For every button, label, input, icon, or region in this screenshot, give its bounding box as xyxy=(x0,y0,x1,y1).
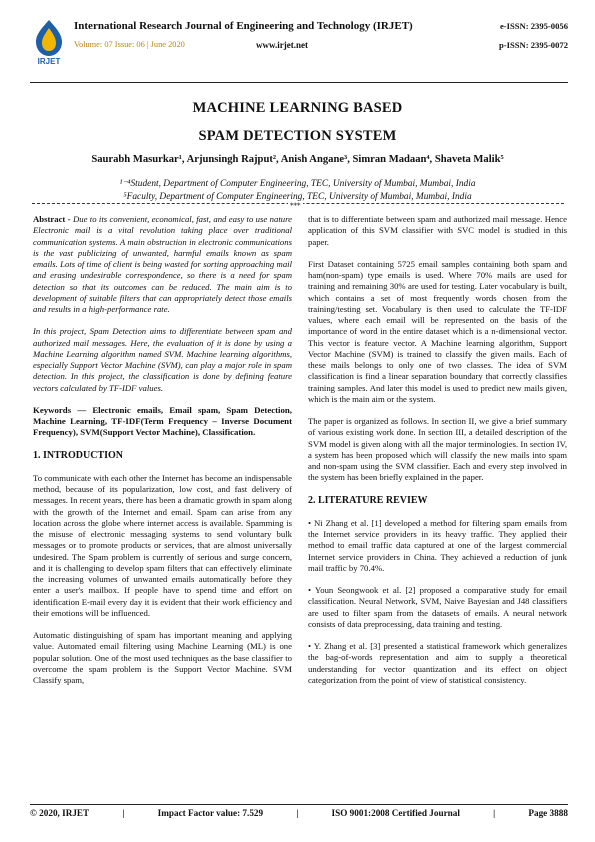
abstract-text-1: Due to its convenient, economical, fast, and easy to use nature Electronic mail is a vital revolution taking place over traditional communication systems. A main obstruction in electronic communications is the vast publicizing of unwanted, harmful emails known as spam emails. Lots of time of client is being wasted for sorting approaching mail and erasing undesirable correspondence, so there is a need for spam detection so that its outcomes can be reduced. The main aim is to development of suitable filters that can appropriately detect those emails and results in a high-performance rate. xyxy=(33,214,292,314)
intro-paragraph-3: that is to differentiate between spam and authorized mail message. Hence application of this SVM classifier with SVC model is studied in this paper. xyxy=(308,214,567,247)
logo-text: IRJET xyxy=(37,57,61,66)
abstract-paragraph-1 xyxy=(33,214,292,315)
right-column xyxy=(308,214,567,697)
journal-volume-issue: Volume: 07 Issue: 06 | June 2020 xyxy=(74,40,185,49)
irjet-logo xyxy=(30,18,68,66)
separator-stars: *** xyxy=(290,202,301,210)
page-footer xyxy=(30,808,568,818)
affiliation-students: ¹⁻⁴Student, Department of Computer Engineering, TEC, University of Mumbai, Mumbai, India xyxy=(119,179,476,189)
intro-paragraph-5: The paper is organized as follows. In section II, we give a brief summary of various existing work done. In section III, a detailed description of the SVM model is given along with all the major terminologies. In section IV, a system has been proposed which will classify the new mails into spam and non-spam using the SVM classifier. Each and every step involved in the system has been briefly explained in the paper. xyxy=(308,416,567,483)
abstract-paragraph-2: In this project, Spam Detection aims to differentiate between spam and authorized mail messages. Here, the evaluation of it is done by using a Machine Learning algorithm named SVM. Machine learning algorithms, especially Support Vector Machine (SVM), can play a major role in spam detection. In this project, the classification is done by defining feature vectors calculated by TF-IDF values. xyxy=(33,326,292,393)
header-divider xyxy=(30,82,568,83)
left-column xyxy=(33,214,292,697)
literature-item-2: • Youn Seongwook et al. [2] proposed a comparative study for email classification. Neural Network, SVM, Naive Bayesian and J48 classifiers are used to filter spam from the datasets of emails. A neural network consists of data preprocessing, data training and testing. xyxy=(308,585,567,629)
paper-title-line-1: MACHINE LEARNING BASED xyxy=(192,100,403,116)
intro-paragraph-1: To communicate with each other the Internet has become an indispensable method, because of its popularization, low cost, and fast delivery of messages. In recent years, there has been a dramatic growth in spam along with the growth of the Internet and email. Spam can arise from any location across the globe where internet access is available. Spamming is the misuse of electronic messaging systems to send voluntary bulk messages or to promote products or services, that are almost universally undesired. The Spam problem is currently of serious and surge concern, and it is challenging to develop spam filters that can effectively eliminate the increasing volumes of unwanted emails automatically before they enter a user's mailbox. If people have to spend time and effort on identification E-mail every day it is evident that their work efficiency and their emotions will be influenced. xyxy=(33,472,292,618)
literature-item-1: • Ni Zhang et al. [1] developed a method for filtering spam emails from the Internet service providers in its heavy traffic. They applied their method to email traffic data captured at one of the largest commercial Internet service providers in China. They achieved a reduction of junk mail traffic by 70.4%. xyxy=(308,517,567,573)
affiliation-faculty: ⁵Faculty, Department of Computer Engineering, TEC, University of Mumbai, Mumbai, India xyxy=(123,192,472,202)
footer-iso: ISO 9001:2008 Certified Journal xyxy=(331,808,460,818)
literature-item-3: • Y. Zhang et al. [3] presented a statistical framework which generalizes the bag-of-words representation and aim to supply a theoretical understanding for vector quantization and its effect on object categorization from the point of view of statistical consistency. xyxy=(308,641,567,685)
journal-title: International Research Journal of Engineering and Technology (IRJET) xyxy=(74,20,413,32)
footer-separator: | xyxy=(296,808,299,818)
section-heading-literature-review: 2. LITERATURE REVIEW xyxy=(308,494,428,506)
paper-title-line-2: SPAM DETECTION SYSTEM xyxy=(198,128,397,144)
journal-url[interactable]: www.irjet.net xyxy=(256,40,308,50)
p-issn: p-ISSN: 2395-0072 xyxy=(499,40,568,50)
author-list: Saurabh Masurkar¹, Arjunsingh Rajput², Anish Angane³, Simran Madaan⁴, Shaveta Malik⁵ xyxy=(91,154,504,165)
intro-paragraph-4: First Dataset containing 5725 email samples containing both spam and ham(non-spam) type emails is used. Where 70% mails are used for training and remaining 30% are used for testing. Later vocabulary is built, which contains a set of most frequently words chosen from the training/testing set. Vocabulary is then used to calculate the TF-IDF values, where each email will be represented on the basis of the importance of word in the entire dataset which is a n-dimensional vector. This vector is feature vector. A Machine learning algorithm, Support Vector Machine (SVM) is trained to classify the given mails. Each of these mails belongs to only one of two classes. The idea of SVM classification is find a linear separation boundary that correctly classifies training samples. And later this model is used to predict new mails given, which is the main aim or the system. xyxy=(308,258,567,404)
footer-copyright: © 2020, IRJET xyxy=(30,808,90,818)
footer-impact-factor: Impact Factor value: 7.529 xyxy=(157,808,264,818)
footer-divider xyxy=(30,804,568,805)
e-issn: e-ISSN: 2395-0056 xyxy=(499,21,568,31)
intro-paragraph-2: Automatic distinguishing of spam has important meaning and applying value. Automated email filtering using Machine Learning (ML) is one popular solution. One of the most used techniques as the base classifier to overcome the spam problem is the Support Vector Machine. SVM Classify spam, xyxy=(33,630,292,685)
keywords: Keywords — Electronic emails, Email spam, Spam Detection, Machine Learning, TF-IDF(Term Frequency – Inverse Document Frequency), SVM(Support Vector Machine), Classification. xyxy=(33,404,292,438)
footer-separator: | xyxy=(493,808,496,818)
footer-page-number: Page 3888 xyxy=(528,808,568,818)
section-heading-introduction: 1. INTRODUCTION xyxy=(33,449,124,461)
abstract-label: Abstract - xyxy=(33,214,71,224)
journal-header xyxy=(30,14,568,76)
footer-separator: | xyxy=(122,808,125,818)
